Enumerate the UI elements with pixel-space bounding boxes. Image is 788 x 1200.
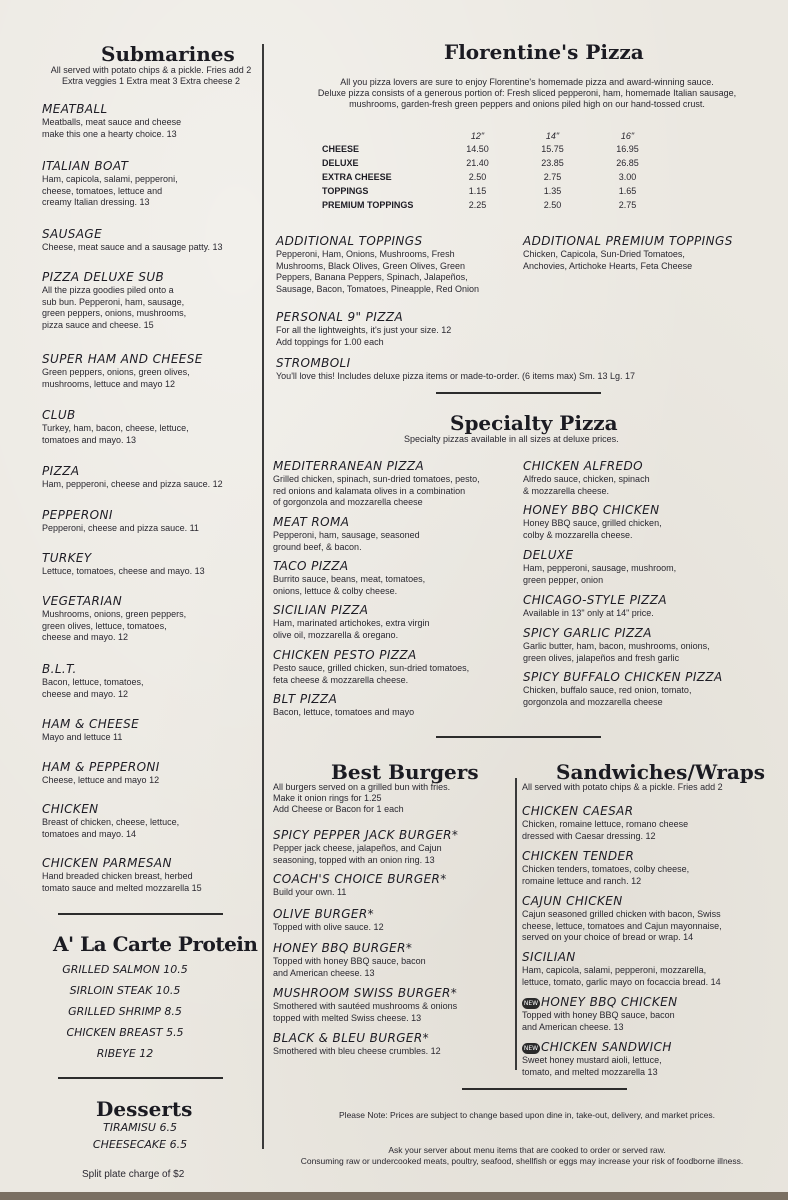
table-edge [0, 1192, 788, 1200]
item-name: CLUB [42, 408, 76, 422]
size-header: 12" [470, 130, 485, 141]
item-desc: Cheese, meat sauce and a sausage patty. 13 [42, 242, 223, 252]
item-name: CHICKEN SANDWICH [541, 1040, 672, 1054]
sandwich-cajun-chicken[interactable] [522, 894, 722, 944]
item-desc: Smothered with bleu cheese crumbles. 12 [273, 1046, 441, 1056]
burgers-subtitle: Make it onion rings for 1.25 [273, 793, 382, 803]
raw-warning: Consuming raw or undercooked meats, poultry, seafood, shellfish or eggs may increase your risk of foodborne illness. [300, 1156, 744, 1166]
item-name: MEATBALL [42, 102, 108, 116]
item-name: SPICY GARLIC PIZZA [523, 626, 652, 640]
price: 2.75 [543, 172, 562, 182]
item-desc: tomatoes and mayo. 13 [42, 434, 137, 445]
item-desc: Meatballs, meat sauce and cheese [42, 117, 182, 127]
item-name: ADDITIONAL TOPPINGS [276, 234, 423, 248]
specialty-spicy-garlic[interactable] [523, 626, 710, 664]
sandwich-chicken-sandwich[interactable] [522, 1040, 672, 1078]
item-desc: Alfredo sauce, chicken, spinach [523, 474, 650, 484]
item-desc: Chicken, buffalo sauce, red onion, tomato, [523, 685, 692, 695]
sub-item-ham-cheese[interactable] [42, 717, 139, 744]
specialty-chicken-pesto[interactable] [273, 648, 469, 686]
item-desc: mushrooms, lettuce and mayo 12 [42, 378, 176, 389]
sub-item-turkey[interactable] [42, 551, 205, 578]
item-desc: Burrito sauce, beans, meat, tomatoes, [273, 574, 426, 584]
item-desc: green olives, lettuce, tomatoes, [42, 620, 167, 631]
item-desc: Bacon, lettuce, tomatoes, [42, 677, 144, 687]
sub-item-pepperoni[interactable] [42, 508, 199, 535]
item-desc: Mushrooms, onions, green peppers, [42, 609, 187, 619]
column-divider [262, 44, 264, 1149]
item-desc: Ham, capicola, salami, pepperoni, mozzarella, [522, 965, 707, 975]
specialty-title: Specialty Pizza [450, 411, 618, 435]
item-name: VEGETARIAN [42, 594, 123, 608]
item-desc: All the pizza goodies piled onto a [42, 285, 174, 295]
item-desc: Garlic butter, ham, bacon, mushrooms, onions, [523, 641, 710, 651]
item-desc: Grilled chicken, spinach, sun-dried tomatoes, pesto, [273, 474, 480, 484]
sub-item-blt[interactable] [42, 662, 144, 700]
specialty-deluxe[interactable] [523, 548, 676, 586]
item-desc: tomato sauce and melted mozzarella 15 [42, 882, 202, 893]
item-name: OLIVE BURGER* [273, 907, 375, 921]
item-desc: Pepperoni, ham, sausage, seasoned [273, 530, 420, 540]
sub-item-pizza-deluxe[interactable] [42, 270, 186, 331]
section-rule [436, 736, 601, 738]
item-desc: You'll love this! Includes deluxe pizza items or made-to-order. (6 items max) Sm. 13 Lg. 17 [276, 371, 636, 381]
item-desc: lettuce, tomato, garlic mayo on focaccia bread. 14 [522, 976, 721, 987]
item-desc: Peppers, Banana Peppers, Spinach, Jalapeños, [276, 272, 468, 283]
price-row[interactable] [322, 142, 665, 156]
item-desc: served on your choice of bread or wrap. 14 [522, 932, 694, 943]
item-desc: Hand breaded chicken breast, herbed [42, 871, 193, 881]
dessert-item[interactable]: TIRAMISU 6.5 [103, 1121, 177, 1134]
item-name: SPICY PEPPER JACK BURGER* [273, 828, 459, 842]
price: 23.85 [541, 158, 564, 168]
item-desc: sub bun. Pepperoni, ham, sausage, [42, 296, 185, 307]
item-name: CHICKEN PESTO PIZZA [273, 648, 417, 662]
price: 1.65 [618, 186, 637, 196]
burger-black-bleu[interactable] [273, 1031, 441, 1058]
burger-honey-bbq[interactable] [273, 941, 426, 979]
desserts-title: Desserts [96, 1097, 193, 1121]
item-desc: Add toppings for 1.00 each [276, 336, 384, 347]
item-name: BLT PIZZA [273, 692, 338, 706]
item-desc: Cajun seasoned grilled chicken with bacon, Swiss [522, 909, 721, 919]
item-name: PIZZA DELUXE SUB [42, 270, 165, 284]
sub-item-italian-boat[interactable] [42, 159, 178, 209]
item-desc: Ham, pepperoni, cheese and pizza sauce. 12 [42, 479, 223, 489]
sub-item-vegetarian[interactable] [42, 594, 186, 644]
item-name: STROMBOLI [276, 356, 351, 370]
price: 2.50 [543, 200, 562, 210]
item-desc: cheese and mayo. 12 [42, 688, 129, 699]
item-desc: seasoning, topped with an onion ring. 13 [273, 854, 435, 865]
item-name: HONEY BBQ CHICKEN [523, 503, 660, 517]
price-row-name: DELUXE [322, 158, 359, 168]
price-row[interactable] [322, 184, 665, 198]
specialty-sicilian[interactable] [273, 603, 430, 641]
submarines-extras: Extra veggies 1 Extra meat 3 Extra cheese 2 [61, 76, 241, 86]
item-desc: green peppers, onions, mushrooms, [42, 308, 187, 319]
item-desc: creamy Italian dressing. 13 [42, 197, 150, 208]
item-desc: pizza sauce and cheese. 15 [42, 319, 154, 330]
item-name: MUSHROOM SWISS BURGER* [273, 986, 458, 1000]
item-desc: red onions and kalamata olives in a combination [273, 485, 466, 496]
item-name: B.L.T. [42, 662, 77, 676]
sub-item-pizza[interactable] [42, 464, 223, 491]
item-desc: romaine lettuce and ranch. 12 [522, 875, 642, 886]
item-name: HAM & CHEESE [42, 717, 140, 731]
item-desc: cheese, lettuce, tomatoes and Cajun mayonnaise, [522, 920, 722, 931]
price-row[interactable] [322, 198, 665, 212]
acarte-title: A' La Carte Protein [53, 932, 258, 956]
item-desc: make this one a hearty choice. 13 [42, 128, 177, 139]
item-name: SICILIAN PIZZA [273, 603, 369, 617]
raw-notice: Ask your server about menu items that are cooked to order or served raw. [388, 1145, 666, 1155]
item-name: CHICKEN [42, 802, 99, 816]
item-desc: ground beef, & bacon. [273, 541, 362, 552]
item-desc: colby & mozzarella cheese. [523, 529, 633, 540]
price-note: Please Note: Prices are subject to change based upon dine in, take-out, delivery, and market prices. [339, 1110, 715, 1120]
size-header: 16" [620, 130, 635, 141]
item-desc: Topped with honey BBQ sauce, bacon [273, 956, 426, 966]
item-desc: Available in 13" only at 14" price. [523, 608, 654, 618]
price: 16.95 [616, 144, 639, 154]
item-desc: Pepperoni, cheese and pizza sauce. 11 [42, 523, 199, 533]
sandwich-sicilian[interactable] [522, 950, 721, 988]
sandwich-chicken-caesar[interactable] [522, 804, 688, 842]
sandwich-honey-bbq-chicken[interactable] [522, 995, 677, 1033]
pizza-price-table [322, 129, 665, 212]
price: 2.25 [468, 200, 487, 210]
sub-item-sausage[interactable] [42, 227, 222, 254]
item-desc: Chicken, romaine lettuce, romano cheese [522, 819, 689, 829]
florentine-intro: mushrooms, garden-fresh green peppers and onions piled high on our hand-tossed crust. [349, 99, 705, 109]
new-badge-icon: NEW [523, 1045, 539, 1052]
price: 1.15 [468, 186, 487, 196]
specialty-mediterranean[interactable] [273, 459, 480, 509]
item-desc: cheese and mayo. 12 [42, 632, 129, 643]
florentine-intro: All you pizza lovers are sure to enjoy Florentine's homemade pizza and award-winning sauce. [340, 77, 714, 87]
item-desc: feta cheese & mozzarella cheese. [273, 674, 409, 685]
item-desc: dressed with Caesar dressing. 12 [522, 830, 656, 841]
item-desc: Turkey, ham, bacon, cheese, lettuce, [42, 423, 189, 433]
specialty-subtitle: Specialty pizzas available in all sizes at deluxe prices. [404, 434, 619, 444]
item-desc: Pepper jack cheese, jalapeños, and Cajun [273, 843, 442, 853]
item-desc: Chicken tenders, tomatoes, colby cheese, [522, 864, 690, 874]
item-desc: olive oil, mozzarella & oregano. [273, 629, 399, 640]
price: 15.75 [541, 144, 564, 154]
item-desc: Mushrooms, Black Olives, Green Olives, Green [276, 260, 466, 271]
sub-item-super-ham[interactable] [42, 352, 203, 390]
section-rule [58, 1077, 223, 1079]
price-row-name: CHEESE [322, 144, 360, 154]
burger-coachs-choice[interactable] [273, 872, 447, 899]
item-name: SUPER HAM AND CHEESE [42, 352, 203, 366]
item-desc: Pepperoni, Ham, Onions, Mushrooms, Fresh [276, 249, 455, 259]
item-name: HAM & PEPPERONI [42, 760, 160, 774]
item-desc: Anchovies, Artichoke Hearts, Feta Cheese [523, 260, 693, 271]
item-name: COACH'S CHOICE BURGER* [273, 872, 447, 886]
item-name: MEDITERRANEAN PIZZA [273, 459, 425, 473]
additional-premium-toppings[interactable] [523, 234, 733, 272]
item-name: SPICY BUFFALO CHICKEN PIZZA [523, 670, 723, 684]
price-row-name: TOPPINGS [322, 186, 369, 196]
sub-item-chicken-parmesan[interactable] [42, 856, 202, 894]
split-plate-charge: Split plate charge of $2 [82, 1169, 185, 1180]
item-name: DELUXE [523, 548, 574, 562]
item-desc: tomatoes and mayo. 14 [42, 828, 137, 839]
item-desc: Chicken, Capicola, Sun-Dried Tomatoes, [523, 249, 685, 259]
item-desc: gorgonzola and mozzarella cheese [523, 696, 663, 707]
item-desc: green olives, jalapeños and fresh garlic [523, 652, 680, 663]
item-desc: of gorgonzola and mozzarella cheese [273, 497, 423, 508]
burgers-subtitle: All burgers served on a grilled bun with fries. [273, 782, 451, 792]
item-desc: Build your own. 11 [273, 887, 347, 897]
price-row[interactable] [322, 156, 665, 170]
item-desc: Topped with olive sauce. 12 [273, 922, 384, 932]
price: 26.85 [616, 158, 639, 168]
item-desc: Lettuce, tomatoes, cheese and mayo. 13 [42, 566, 205, 576]
specialty-blt[interactable] [273, 692, 414, 719]
price: 2.50 [468, 172, 487, 182]
item-name: PEPPERONI [42, 508, 113, 522]
sandwiches-subtitle: All served with potato chips & a pickle. Fries add 2 [522, 782, 723, 792]
item-name: CHICKEN ALFREDO [523, 459, 643, 473]
specialty-spicy-buffalo[interactable] [523, 670, 723, 708]
item-desc: Cheese, lettuce and mayo 12 [42, 775, 160, 785]
item-desc: Ham, pepperoni, sausage, mushroom, [523, 563, 677, 573]
item-desc: Honey BBQ sauce, grilled chicken, [523, 518, 662, 528]
item-name: TACO PIZZA [273, 559, 349, 573]
dessert-item[interactable]: CHEESECAKE 6.5 [92, 1138, 188, 1151]
price-row-name: PREMIUM TOPPINGS [322, 200, 414, 210]
price: 2.75 [618, 200, 637, 210]
stromboli[interactable] [276, 356, 635, 383]
burgers-subtitle: Add Cheese or Bacon for 1 each [273, 804, 404, 814]
price: 1.35 [543, 186, 562, 196]
item-desc: Sausage, Bacon, Tomatoes, Pineapple, Red Onion [276, 283, 479, 294]
sandwich-chicken-tender[interactable] [522, 849, 689, 887]
acarte-item[interactable]: GRILLED SALMON 10.5 [62, 963, 188, 976]
price-row-name: EXTRA CHEESE [322, 172, 392, 182]
burgers-sandwiches-divider [515, 778, 517, 1070]
item-name: CAJUN CHICKEN [522, 894, 623, 908]
specialty-taco[interactable] [273, 559, 425, 597]
personal-pizza[interactable] [276, 310, 451, 348]
item-desc: and American cheese. 13 [522, 1021, 624, 1032]
item-name: SAUSAGE [42, 227, 103, 241]
item-desc: Sweet honey mustard aioli, lettuce, [522, 1055, 662, 1065]
item-desc: cheese, tomatoes, lettuce and [42, 185, 163, 196]
item-name: CHICKEN CAESAR [522, 804, 634, 818]
specialty-chicken-alfredo[interactable] [523, 459, 650, 497]
item-name: PERSONAL 9" PIZZA [276, 310, 404, 324]
item-name: ITALIAN BOAT [42, 159, 129, 173]
additional-toppings[interactable] [276, 234, 479, 295]
new-badge-icon: NEW [523, 1000, 539, 1007]
item-desc: onions, lettuce & colby cheese. [273, 585, 398, 596]
price: 3.00 [618, 172, 637, 182]
item-name: HONEY BBQ CHICKEN [541, 995, 678, 1009]
acarte-item[interactable]: SIRLOIN STEAK 10.5 [69, 984, 181, 997]
acarte-item[interactable]: GRILLED SHRIMP 8.5 [68, 1005, 182, 1018]
burgers-title: Best Burgers [331, 760, 479, 784]
item-name: SICILIAN [522, 950, 576, 964]
item-desc: and American cheese. 13 [273, 967, 375, 978]
burger-spicy-pepper-jack[interactable] [273, 828, 458, 866]
item-desc: Ham, marinated artichokes, extra virgin [273, 618, 430, 628]
sub-item-ham-pepperoni[interactable] [42, 760, 160, 787]
specialty-chicago[interactable] [523, 593, 667, 620]
section-rule [462, 1088, 627, 1090]
item-name: CHICKEN PARMESAN [42, 856, 172, 870]
item-desc: Green peppers, onions, green olives, [42, 367, 190, 377]
item-desc: Topped with honey BBQ sauce, bacon [522, 1010, 675, 1020]
acarte-item[interactable]: RIBEYE 12 [96, 1047, 154, 1060]
item-name: PIZZA [42, 464, 80, 478]
item-desc: topped with melted Swiss cheese. 13 [273, 1012, 422, 1023]
item-name: ADDITIONAL PREMIUM TOPPINGS [523, 234, 733, 248]
item-name: CHICAGO-STYLE PIZZA [523, 593, 667, 607]
florentine-intro: Deluxe pizza consists of a generous portion of: Fresh sliced pepperoni, ham, homemade Italian sausage, [317, 88, 737, 98]
submarines-title: Submarines [101, 42, 235, 66]
price: 21.40 [466, 158, 489, 168]
item-desc: green pepper, onion [523, 574, 604, 585]
sub-item-chicken[interactable] [42, 802, 179, 840]
item-desc: Breast of chicken, cheese, lettuce, [42, 817, 180, 827]
item-desc: Mayo and lettuce 11 [42, 732, 123, 742]
item-desc: Pesto sauce, grilled chicken, sun-dried tomatoes, [273, 663, 470, 673]
item-name: MEAT ROMA [273, 515, 350, 529]
item-desc: Ham, capicola, salami, pepperoni, [42, 174, 178, 184]
section-rule [436, 392, 601, 394]
item-name: CHICKEN TENDER [522, 849, 635, 863]
item-name: HONEY BBQ BURGER* [273, 941, 413, 955]
specialty-meat-roma[interactable] [273, 515, 420, 553]
sandwiches-title: Sandwiches/Wraps [556, 760, 766, 784]
burger-mushroom-swiss[interactable] [273, 986, 457, 1024]
price-row[interactable] [322, 170, 665, 184]
item-desc: & mozzarella cheese. [523, 485, 610, 496]
sub-item-meatball[interactable] [42, 102, 181, 140]
item-desc: For all the lightweights, it's just your size. 12 [276, 325, 452, 335]
sub-item-club[interactable] [42, 408, 189, 446]
item-desc: Bacon, lettuce, tomatoes and mayo [273, 707, 415, 717]
item-desc: tomato, and melted mozzarella 13 [522, 1066, 658, 1077]
acarte-item[interactable]: CHICKEN BREAST 5.5 [66, 1026, 184, 1039]
florentine-title: Florentine's Pizza [444, 40, 644, 64]
section-rule [58, 913, 223, 915]
item-name: TURKEY [42, 551, 92, 565]
price: 14.50 [466, 144, 489, 154]
burger-olive[interactable] [273, 907, 384, 934]
submarines-subtitle: All served with potato chips & a pickle. Fries add 2 [50, 65, 252, 75]
specialty-honey-bbq[interactable] [523, 503, 662, 541]
item-desc: Smothered with sautéed mushrooms & onions [273, 1001, 458, 1011]
size-header: 14" [545, 130, 560, 141]
item-name: BLACK & BLEU BURGER* [273, 1031, 430, 1045]
